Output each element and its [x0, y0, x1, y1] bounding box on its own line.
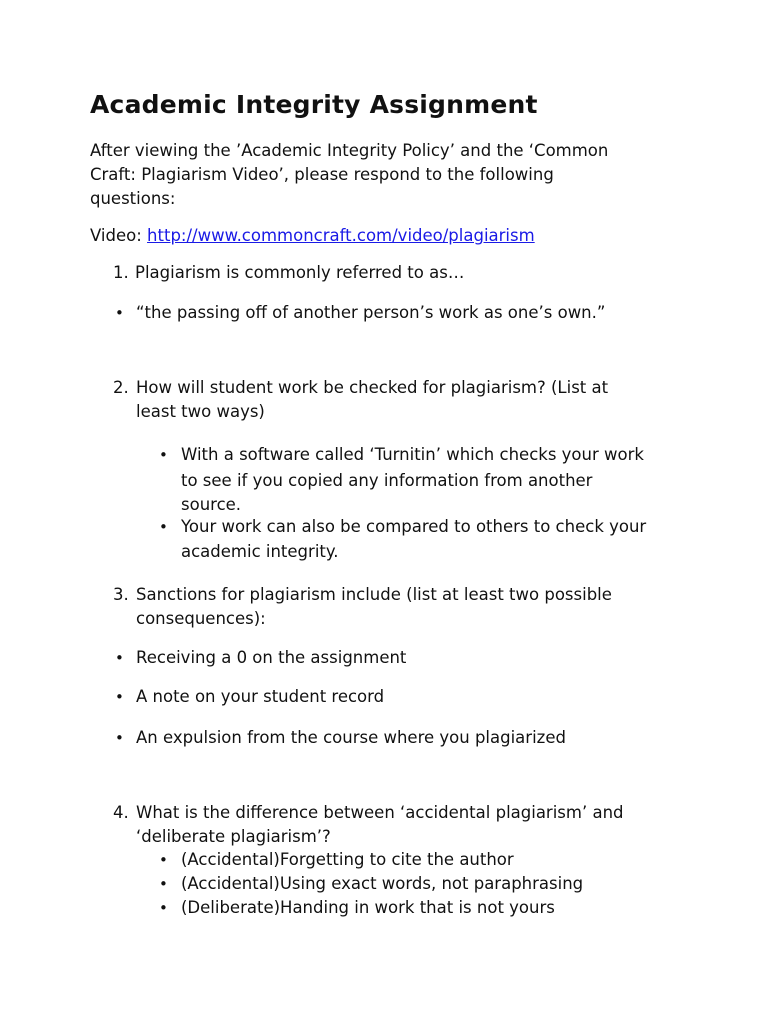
question-2-line-2: least two ways) — [136, 402, 265, 421]
question-1-text: Plagiarism is commonly referred to as… — [135, 263, 465, 282]
question-2-answer-1-line-3: source. — [181, 495, 242, 514]
question-2-answer-2-line-2: academic integrity. — [181, 542, 339, 561]
question-3-number: 3. — [113, 585, 129, 604]
question-2-answer-1-line-1: With a software called ‘Turnitin’ which checks your work — [181, 445, 644, 464]
intro-line-3: questions: — [90, 189, 176, 208]
question-4-answer-3: (Deliberate)Handing in work that is not yours — [181, 898, 555, 917]
intro-line-2: Craft: Plagiarism Video’, please respond to the following — [90, 165, 554, 184]
question-4-answer-2: (Accidental)Using exact words, not paraphrasing — [181, 874, 584, 893]
bullet-icon: • — [159, 875, 168, 893]
bullet-icon: • — [115, 304, 124, 322]
intro-line-1: After viewing the ’Academic Integrity Policy’ and the ‘Common — [90, 141, 609, 160]
question-3-line-1: Sanctions for plagiarism include (list at least two possible — [136, 585, 612, 604]
question-4-line-2: ‘deliberate plagiarism’? — [136, 827, 331, 846]
bullet-icon: • — [159, 446, 168, 464]
video-line — [90, 224, 535, 248]
bullet-icon: • — [159, 518, 168, 536]
question-3-answer-2: A note on your student record — [136, 687, 385, 706]
bullet-icon: • — [115, 688, 124, 706]
question-2-line-1: How will student work be checked for plagiarism? (List at — [136, 378, 609, 397]
question-2-answer-1-line-2: to see if you copied any information from another — [181, 471, 593, 490]
question-1-answer: “the passing off of another person’s work as one’s own.” — [136, 303, 606, 322]
question-4-line-1: What is the difference between ‘accidental plagiarism’ and — [136, 803, 624, 822]
question-3-line-2: consequences): — [136, 609, 266, 628]
question-4-answer-1: (Accidental)Forgetting to cite the author — [181, 850, 514, 869]
bullet-icon: • — [159, 899, 168, 917]
question-1-number: 1. — [113, 263, 129, 282]
question-4-number: 4. — [113, 803, 129, 822]
question-3-answer-1: Receiving a 0 on the assignment — [136, 648, 407, 667]
bullet-icon: • — [115, 649, 124, 667]
question-3-answer-3: An expulsion from the course where you plagiarized — [136, 728, 566, 747]
video-label: Video: — [90, 226, 148, 245]
video-link[interactable]: http://www.commoncraft.com/video/plagiarism — [147, 226, 535, 245]
page-title: Academic Integrity Assignment — [90, 90, 538, 119]
question-2-answer-2-line-1: Your work can also be compared to others to check your — [181, 517, 647, 536]
question-2-number: 2. — [113, 378, 129, 397]
bullet-icon: • — [159, 851, 168, 869]
bullet-icon: • — [115, 729, 124, 747]
